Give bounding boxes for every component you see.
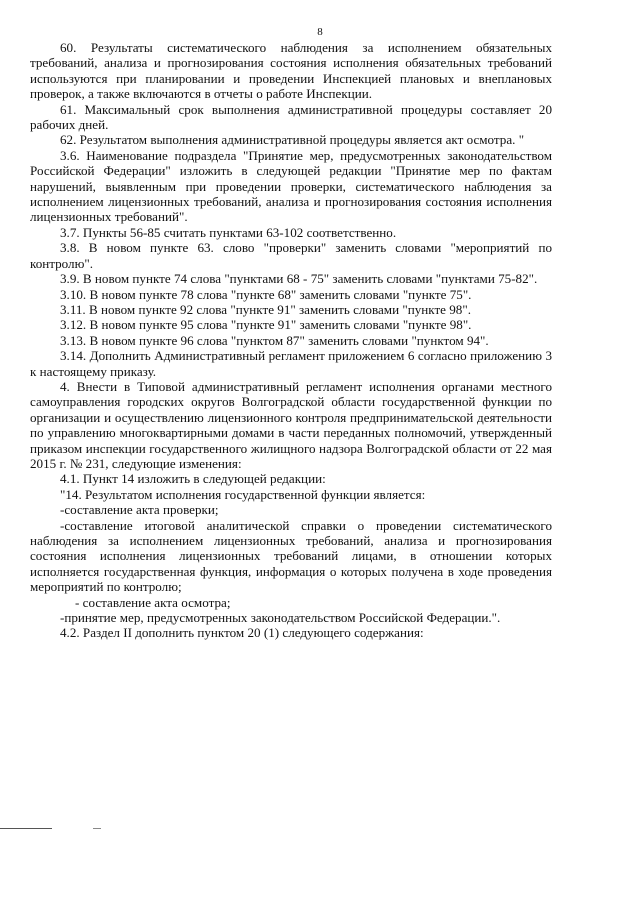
paragraph-3-8: 3.8. В новом пункте 63. слово "проверки" заменить словами "мероприятий по контролю". (30, 240, 552, 271)
paragraph-3-10: 3.10. В новом пункте 78 слова "пункте 68" заменить словами "пункте 75". (60, 286, 472, 302)
paragraph-61: 61. Максимальный срок выполнения административной процедуры составляет 20 рабочих дней. (30, 101, 552, 133)
paragraph-3-12: 3.12. В новом пункте 95 слова "пункте 91" заменить словами "пункте 98". (60, 317, 472, 333)
document-body (30, 40, 552, 641)
paragraph-3-9: 3.9. В новом пункте 74 слова "пунктами 68 - 75" заменить словами "пунктами 75-82". (60, 271, 538, 287)
paragraph-3-6: 3.6. Наименование подраздела "Принятие мер, предусмотренных законодательством Российской Федерации" изложить в следующей редакции "Принятие мер по фактам нарушений, выявленным при проведении проверки, систематического наблюдения за исполнением лицензионных требований, анализа и прогнозирования состояния исполнения лицензионных требований". (30, 147, 552, 225)
list-item-inspection-act: -составление акта проверки; (60, 502, 219, 518)
paragraph-60: 60. Результаты систематического наблюдения за исполнением обязательных требований, анализа и прогнозирования состояния исполнения обязательных требований используются при планировании и проведении Инспекцией плановых и внеплановых проверок, а также включаются в отчеты о работе Инспекции. (30, 40, 552, 102)
paragraph-4-2: 4.2. Раздел II дополнить пунктом 20 (1) следующего содержания: (60, 625, 424, 641)
paragraph-3-11: 3.11. В новом пункте 92 слова "пункте 91" заменить словами "пункте 98". (60, 301, 471, 317)
paragraph-4-1: 4.1. Пункт 14 изложить в следующей редакции: (60, 471, 326, 487)
paragraph-4: 4. Внести в Типовой административный регламент исполнения органами местного самоуправления городских округов Волгоградской области государственной функции по организации и осуществлению лицензионного контроля предпринимательской деятельности по управлению многоквартирными домами в части переданных полномочий, утвержденный приказом инспекции государственного жилищного надзора Волгоградской области от 22 мая 2015 г. № 231, следующие изменения: (30, 378, 552, 471)
list-item-inspection-report: - составление акта осмотра; (75, 594, 231, 610)
scan-artifact-line (0, 828, 52, 829)
list-item-analytical-report: -составление итоговой аналитической справки о проведении систематического наблюдения за исполнением лицензионных требований, анализа и прогнозирования состояния исполнения лицензионных требований лицами, в отношении которых исполняется государственная функция, информация о которых получена в ходе проведения мероприятий по контролю; (30, 517, 552, 595)
paragraph-62: 62. Результатом выполнения административной процедуры является акт осмотра. " (60, 132, 525, 148)
quote-paragraph-14: "14. Результатом исполнения государственной функции является: (60, 486, 426, 502)
scan-artifact-dots (93, 828, 101, 829)
list-item-measures: -принятие мер, предусмотренных законодательством Российской Федерации.". (60, 610, 501, 626)
paragraph-3-7: 3.7. Пункты 56-85 считать пунктами 63-102 соответственно. (60, 224, 397, 240)
paragraph-3-13: 3.13. В новом пункте 96 слова "пунктом 87" заменить словами "пунктом 94". (60, 332, 489, 348)
paragraph-3-14: 3.14. Дополнить Административный регламент приложением 6 согласно приложению 3 к настоящему приказу. (30, 348, 552, 379)
page-number: 8 (317, 26, 323, 38)
